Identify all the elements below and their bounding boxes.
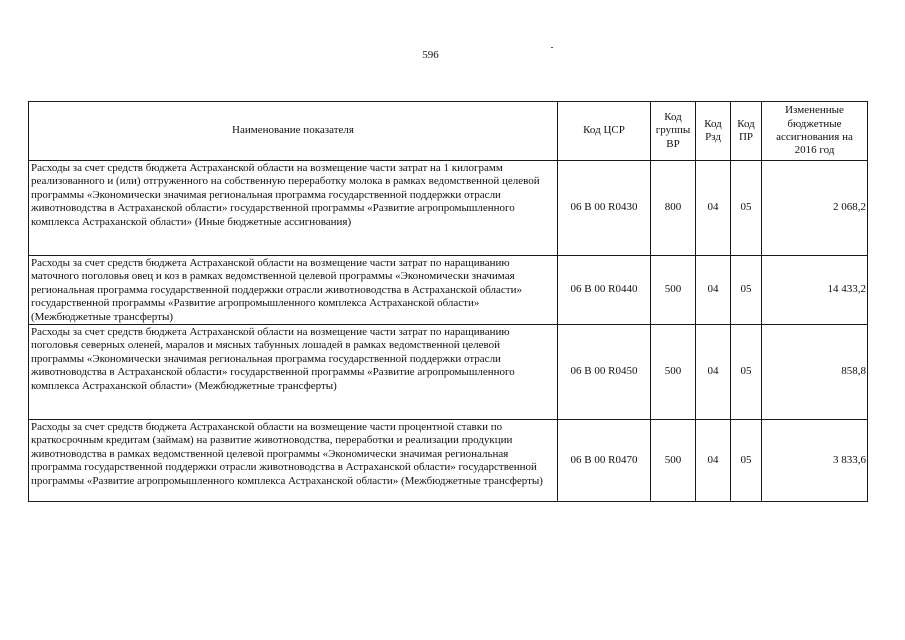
scan-speck	[551, 47, 553, 48]
row-amount: 3 833,6	[762, 420, 868, 502]
table-row	[29, 420, 868, 502]
row-amount: 858,8	[762, 325, 868, 420]
row-csr-code: 06 В 00 R0470	[558, 420, 651, 502]
table-row	[29, 325, 868, 420]
header-vr-group: Код группы ВР	[651, 102, 696, 161]
row-pr: 05	[731, 420, 762, 502]
row-csr-code: 06 В 00 R0430	[558, 161, 651, 256]
row-name: Расходы за счет средств бюджета Астраханской области на возмещение части затрат на 1 килограмм реализованного и (или) отгруженного на собственную переработку молока в рамках ведомственной целевой программы «Экономически значимая региональная программа государственной поддержки отрасли животноводства в Астраханской области» государственной программы «Развитие агропромышленного комплекса Астраханской области» (Иные бюджетные ассигнования)	[29, 161, 558, 256]
row-csr-code: 06 В 00 R0450	[558, 325, 651, 420]
row-vr-group: 500	[651, 420, 696, 502]
row-rzd: 04	[696, 256, 731, 325]
row-name: Расходы за счет средств бюджета Астраханской области на возмещение части затрат по наращиванию поголовья северных оленей, маралов и мясных табунных лошадей в рамках ведомственной целевой программы «Экономически значимая региональная программа государственной поддержки отрасли животноводства в Астраханской области» государственной программы «Развитие агропромышленного комплекса Астраханской области» (Межбюджетные трансферты)	[29, 325, 558, 420]
row-amount: 14 433,2	[762, 256, 868, 325]
header-rzd: Код Рзд	[696, 102, 731, 161]
header-name: Наименование показателя	[29, 102, 558, 161]
row-vr-group: 800	[651, 161, 696, 256]
budget-table	[28, 101, 868, 502]
row-vr-group: 500	[651, 325, 696, 420]
table-row	[29, 161, 868, 256]
row-amount: 2 068,2	[762, 161, 868, 256]
row-vr-group: 500	[651, 256, 696, 325]
row-csr-code: 06 В 00 R0440	[558, 256, 651, 325]
row-rzd: 04	[696, 161, 731, 256]
row-pr: 05	[731, 325, 762, 420]
header-amount: Измененные бюджетные ассигнования на 2016 год	[762, 102, 868, 161]
row-pr: 05	[731, 256, 762, 325]
table-row	[29, 256, 868, 325]
header-csr-code: Код ЦСР	[558, 102, 651, 161]
row-name: Расходы за счет средств бюджета Астраханской области на возмещение части затрат по наращиванию маточного поголовья овец и коз в рамках ведомственной целевой программы «Экономически значимая региональная программа государственной поддержки отрасли животноводства в Астраханской области» государственной программы «Развитие агропромышленного комплекса Астраханской области» (Межбюджетные трансферты)	[29, 256, 558, 325]
table-header-row	[29, 102, 868, 161]
row-name: Расходы за счет средств бюджета Астраханской области на возмещение части процентной ставки по краткосрочным кредитам (займам) на развитие животноводства, переработки и реализации продукции животноводства в рамках ведомственной целевой программы «Экономически значимая региональная программа государственной поддержки отрасли животноводства в Астраханской области» государственной программы «Развитие агропромышленного комплекса Астраханской области» (Межбюджетные трансферты)	[29, 420, 558, 502]
header-pr: Код ПР	[731, 102, 762, 161]
row-rzd: 04	[696, 325, 731, 420]
row-rzd: 04	[696, 420, 731, 502]
page-number: 596	[422, 49, 439, 61]
row-pr: 05	[731, 161, 762, 256]
